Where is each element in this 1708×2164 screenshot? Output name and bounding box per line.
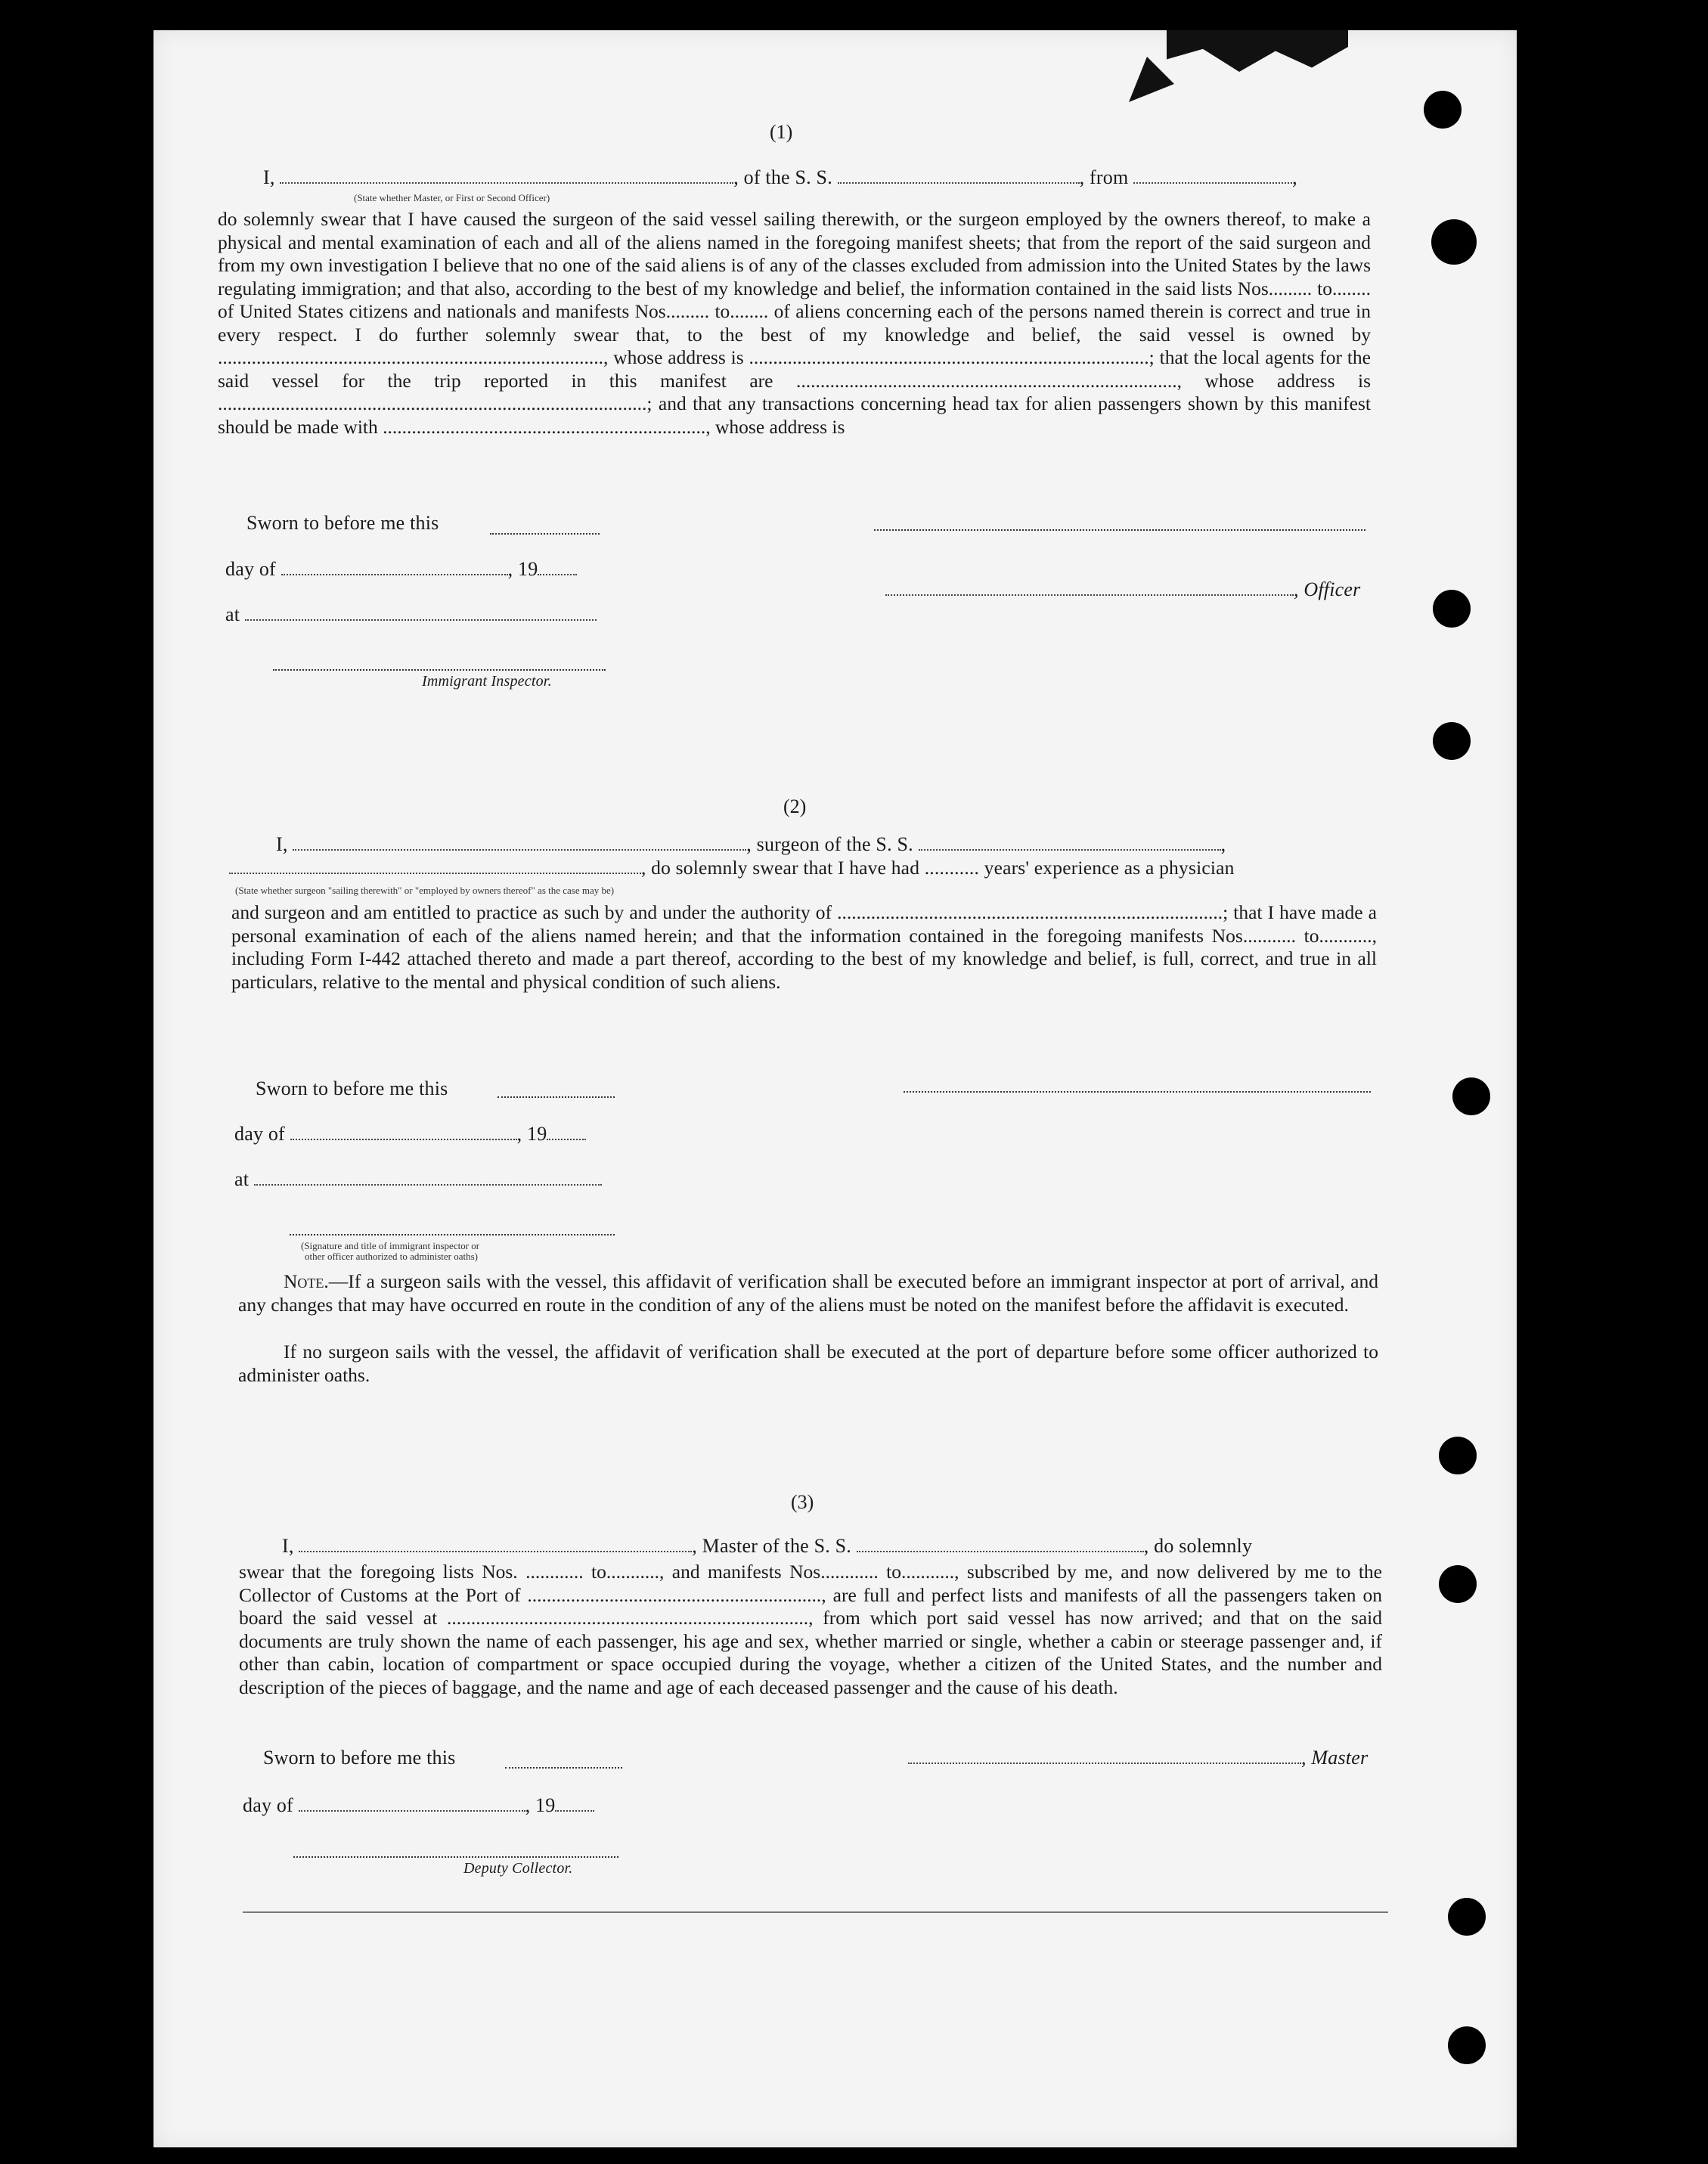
s1-l1b: , of the S. S. (733, 166, 832, 188)
s2-l2-note: (State whether surgeon "sailing therewith" or "employed by owners thereof" as the case may be) (235, 885, 615, 896)
s1-officer-line (885, 578, 1360, 601)
s2-at-line (234, 1168, 602, 1191)
punch-hole (1448, 2026, 1486, 2064)
s2-l1b: , surgeon of the S. S. (746, 833, 913, 855)
torn-corner (1129, 57, 1174, 102)
s2-day-line (234, 1123, 586, 1146)
s2-at: at (234, 1168, 250, 1190)
s1-year: , 19 (507, 558, 538, 580)
s2-note-1 (238, 1270, 1378, 1316)
s2-sig-note-1: (Signature and title of immigrant inspector or (301, 1240, 480, 1251)
s1-l1-note: (State whether Master, or First or Second Officer) (354, 192, 550, 203)
s3-line-1 (282, 1535, 1252, 1558)
s3-l1b: , Master of the S. S. (692, 1535, 852, 1557)
s3-sworn: Sworn to before me this (263, 1747, 456, 1769)
s2-note-text: —If a surgeon sails with the vessel, this affidavit of verification shall be executed before an immigrant inspector at port of arrival, and any changes that may have occurred en route in the condition of any of the aliens must be noted on the manifest before the affidavit is executed. (238, 1270, 1378, 1316)
bottom-rule (243, 1911, 1388, 1913)
punch-hole (1433, 722, 1471, 760)
s3-year: , 19 (525, 1794, 556, 1816)
s2-sworn: Sworn to before me this (256, 1077, 448, 1099)
s2-sig-note-2: other officer authorized to administer oaths) (305, 1251, 478, 1262)
s2-line-1: I, , surgeon of the S. S. , (276, 833, 1226, 855)
s2-l2b: , do solemnly swear that I have had ........... years' experience as a physician (641, 857, 1235, 879)
s3-master-line (908, 1747, 1368, 1769)
s2-line-2 (229, 857, 1235, 879)
section-2-number: (2) (783, 795, 807, 817)
s3-day: day of (243, 1794, 293, 1816)
punch-hole (1452, 1077, 1490, 1115)
s1-paragraph: do solemnly swear that I have caused the surgeon of the said vessel sailing therewith, or the surgeon employed by the owners thereof, to make a physical and mental examination of each and all of the aliens named in the foregoing manifest sheets; that from the report of the said surgeon and from my own investigation I believe that no one of the said aliens is of any of the classes excluded from admission into the United States by the laws regulating immigration; and that also, according to the best of my knowledge and belief, the information contained in the said lists Nos......... to........ of United States citizens and nationals and manifests Nos......... to........ of aliens concerning each of the persons named therein is correct and true in every respect. I do further solemnly swear that, to the best of my knowledge and belief, the said vessel is owned by ................................................................................, whose address is ...................................................................................; that the local agents for the said vessel for the trip reported in this manifest are ..............................................................................., whose address is .........................................................................................; and that any transactions concerning head tax for alien passengers shown by this manifest should be made with ..................................................................., whose address is (218, 208, 1371, 438)
s2-paragraph: and surgeon and am entitled to practice as such by and under the authority of ................................................................................; that I have made a personal examination of each of the aliens named herein; and that the information contained in the foregoing manifests Nos........... to..........., including Form I-442 attached thereto and made a part thereof, according to the best of my knowledge and belief, is full, correct, and true in all particulars, relative to the mental and physical condition of such aliens. (231, 901, 1377, 993)
torn-edge (1167, 30, 1348, 72)
s1-at: at (225, 603, 240, 625)
s1-day-line (225, 558, 577, 581)
s2-note-2: If no surgeon sails with the vessel, the affidavit of verification shall be executed at the port of departure before some officer authorized to administer oaths. (238, 1341, 1378, 1386)
section-3-number: (3) (791, 1491, 814, 1513)
s2-day: day of (234, 1123, 285, 1145)
s1-officer: , Officer (1294, 578, 1361, 600)
s1-line-1: I, , of the S. S. , from , (263, 166, 1297, 188)
punch-hole (1433, 590, 1471, 628)
s1-day: day of (225, 558, 276, 580)
section-1-number: (1) (770, 121, 793, 143)
s3-paragraph: swear that the foregoing lists Nos. ............ to..........., and manifests Nos............ to..........., subscribed by me, and now delivered by me to the Collector of Customs at the Port of ............................................................., are full and perfect lists and manifests of all the passengers taken on board the said vessel at ..........................................................................., from which port said vessel has now arrived; and that on the said documents are truly shown the name of each passenger, his age and sex, whether married or single, whether a cabin or steerage passenger and, if other than cabin, location of compartment or space occupied during the voyage, whether a citizen of the United States, and the number and description of the pieces of baggage, and the name and age of each deceased passenger and the cause of his death. (239, 1561, 1382, 1698)
punch-hole (1439, 1565, 1477, 1603)
s3-l1c: , do solemnly (1143, 1535, 1253, 1557)
s1-l1c: , from (1079, 166, 1129, 188)
s1-inspector: Immigrant Inspector. (422, 673, 552, 690)
punch-hole (1431, 219, 1477, 265)
document-page (153, 30, 1517, 2147)
s2-year: , 19 (516, 1123, 547, 1145)
punch-hole (1448, 1898, 1486, 1936)
s2-l1a: I, (276, 833, 288, 855)
s3-l1a: I, (282, 1535, 294, 1557)
s1-l1a: I, (263, 166, 275, 188)
s2-note-label: Note. (284, 1270, 329, 1292)
punch-hole (1424, 91, 1462, 129)
s3-deputy: Deputy Collector. (463, 1860, 573, 1877)
s3-master: , Master (1301, 1747, 1369, 1769)
s1-sworn: Sworn to before me this (246, 512, 439, 534)
s3-day-line (243, 1794, 594, 1817)
s1-at-line (225, 603, 597, 626)
punch-hole (1439, 1437, 1477, 1474)
